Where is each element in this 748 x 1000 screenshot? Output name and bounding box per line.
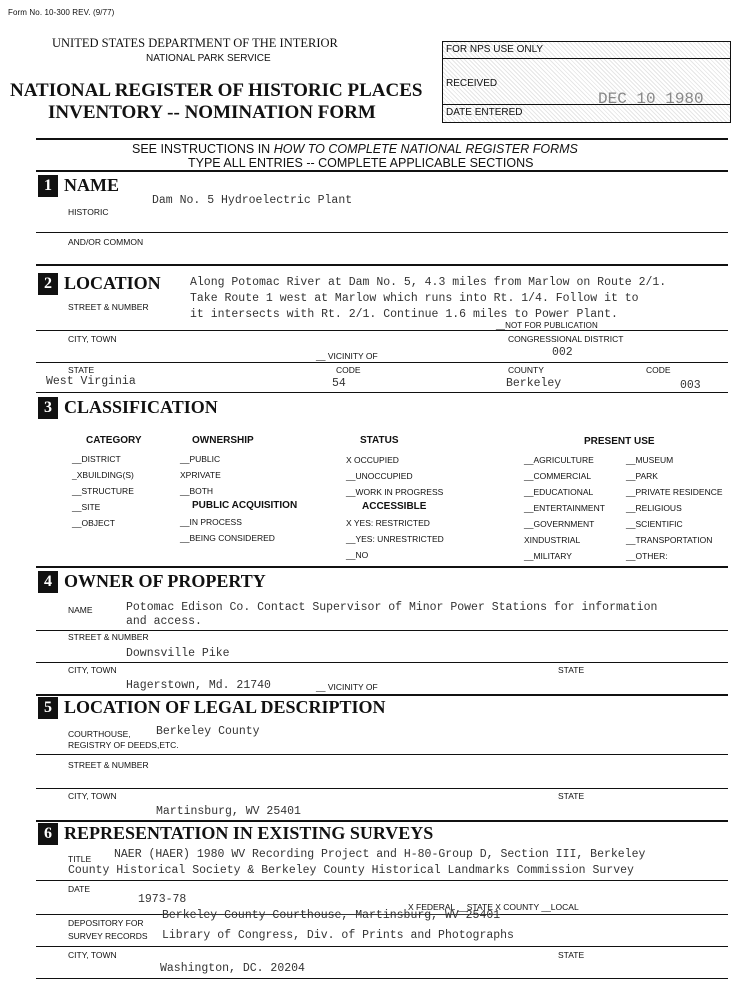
form-number: Form No. 10-300 REV. (9/77) xyxy=(8,8,115,17)
status-option[interactable]: X OCCUPIED xyxy=(346,455,399,465)
registry-label: REGISTRY OF DEEDS,ETC. xyxy=(68,740,179,750)
historic-name[interactable]: Dam No. 5 Hydroelectric Plant xyxy=(152,194,353,207)
street-label: STREET & NUMBER xyxy=(68,302,149,312)
section-5-title: LOCATION OF LEGAL DESCRIPTION xyxy=(64,697,386,717)
legal-city-label: CITY, TOWN xyxy=(68,791,117,801)
section-4-title: OWNER OF PROPERTY xyxy=(64,571,266,591)
owner-name-label: NAME xyxy=(68,605,93,615)
depository-label-2: SURVEY RECORDS xyxy=(68,931,148,941)
survey-levels: X FEDERAL __STATE X COUNTY __LOCAL xyxy=(408,902,579,912)
street-line-3[interactable]: it intersects with Rt. 2/1. Continue 1.6 miles to Power Plant. xyxy=(190,308,618,321)
owner-name-line-2[interactable]: and access. xyxy=(126,615,202,628)
code-label: CODE xyxy=(336,365,361,375)
access-option[interactable]: __YES: UNRESTRICTED xyxy=(346,534,444,544)
legal-city[interactable]: Martinsburg, WV 25401 xyxy=(156,805,301,818)
section-2-title: LOCATION xyxy=(64,273,161,293)
access-option[interactable]: X YES: RESTRICTED xyxy=(346,518,430,528)
category-option[interactable]: __SITE xyxy=(72,502,101,512)
code-value[interactable]: 54 xyxy=(332,377,346,390)
instructions-line1: SEE INSTRUCTIONS IN HOW TO COMPLETE NATIONAL REGISTER FORMS xyxy=(132,142,578,156)
survey-state-label: STATE xyxy=(558,950,585,960)
state-value[interactable]: West Virginia xyxy=(46,375,136,388)
department-name: UNITED STATES DEPARTMENT OF THE INTERIOR xyxy=(52,36,338,50)
status-option[interactable]: __WORK IN PROGRESS xyxy=(346,487,444,497)
acquisition-option[interactable]: __BEING CONSIDERED xyxy=(180,533,275,543)
congressional-district[interactable]: 002 xyxy=(552,346,573,359)
use-option[interactable]: __MILITARY xyxy=(524,551,572,561)
use-option[interactable]: __RELIGIOUS xyxy=(626,503,682,513)
section-1-number: 1 xyxy=(38,175,58,197)
use-option[interactable]: __ENTERTAINMENT xyxy=(524,503,605,513)
use-option[interactable]: __PARK xyxy=(626,471,658,481)
survey-city[interactable]: Washington, DC. 20204 xyxy=(160,962,305,975)
form-title: NATIONAL REGISTER OF HISTORIC PLACES xyxy=(10,80,423,101)
survey-date[interactable]: 1973-78 xyxy=(138,893,187,906)
category-option[interactable]: _XBUILDING(S) xyxy=(72,470,134,480)
owner-state-label: STATE xyxy=(558,665,585,675)
section-6-number: 6 xyxy=(38,823,58,845)
ownership-option[interactable]: __PUBLIC xyxy=(180,454,221,464)
congressional-district-label: CONGRESSIONAL DISTRICT xyxy=(508,334,624,344)
owner-street[interactable]: Downsville Pike xyxy=(126,647,230,660)
use-option[interactable]: XINDUSTRIAL xyxy=(524,535,581,545)
state-label: STATE xyxy=(68,365,95,375)
courthouse-value[interactable]: Berkeley County xyxy=(156,725,260,738)
use-option[interactable]: __OTHER: xyxy=(626,551,668,561)
use-option[interactable]: __SCIENTIFIC xyxy=(626,519,683,529)
category-option[interactable]: __STRUCTURE xyxy=(72,486,134,496)
ownership-option[interactable]: XPRIVATE xyxy=(180,470,221,480)
section-2-number: 2 xyxy=(38,273,58,295)
code2-label: CODE xyxy=(646,365,671,375)
acquisition-option[interactable]: __IN PROCESS xyxy=(180,517,242,527)
nps-use-label: FOR NPS USE ONLY xyxy=(446,44,544,55)
instructions-line2: TYPE ALL ENTRIES -- COMPLETE APPLICABLE SECTIONS xyxy=(188,156,534,170)
survey-city-label: CITY, TOWN xyxy=(68,950,117,960)
access-option[interactable]: __NO xyxy=(346,550,369,560)
county-label: COUNTY xyxy=(508,365,544,375)
use-option[interactable]: __MUSEUM xyxy=(626,455,674,465)
survey-title-line-1[interactable]: NAER (HAER) 1980 WV Recording Project and H-80-Group D, Section III, Berkeley xyxy=(114,848,646,861)
use-option[interactable]: __TRANSPORTATION xyxy=(626,535,713,545)
ownership-heading: OWNERSHIP xyxy=(192,435,254,446)
survey-title-line-2[interactable]: County Historical Society & Berkeley County Historical Landmarks Commission Survey xyxy=(68,864,634,877)
use-option[interactable]: __PRIVATE RESIDENCE xyxy=(626,487,723,497)
date-entered-label: DATE ENTERED xyxy=(446,107,523,118)
code2-value[interactable]: 003 xyxy=(680,379,701,392)
owner-vicinity: __ VICINITY OF xyxy=(316,682,378,692)
use-option[interactable]: __EDUCATIONAL xyxy=(524,487,594,497)
county-value[interactable]: Berkeley xyxy=(506,377,562,390)
section-3-title: CLASSIFICATION xyxy=(64,397,218,417)
category-option[interactable]: __OBJECT xyxy=(72,518,115,528)
depository-line-1[interactable]: Berkeley County Courthouse, Martinsburg, WV 25401 xyxy=(162,909,501,922)
category-option[interactable]: __DISTRICT xyxy=(72,454,121,464)
owner-street-label: STREET & NUMBER xyxy=(68,632,149,642)
city-label: CITY, TOWN xyxy=(68,334,117,344)
form-subtitle: INVENTORY -- NOMINATION FORM xyxy=(48,102,376,123)
common-label: AND/OR COMMON xyxy=(68,237,144,247)
status-option[interactable]: __UNOCCUPIED xyxy=(346,471,413,481)
street-line-1[interactable]: Along Potomac River at Dam No. 5, 4.3 miles from Marlow on Route 2/1. xyxy=(190,276,667,289)
courthouse-label: COURTHOUSE, xyxy=(68,729,131,739)
section-6-title: REPRESENTATION IN EXISTING SURVEYS xyxy=(64,823,434,843)
owner-city-label: CITY, TOWN xyxy=(68,665,117,675)
not-for-publication: __NOT FOR PUBLICATION xyxy=(496,321,598,330)
street-line-2[interactable]: Take Route 1 west at Marlow which runs into Rt. 1/4. Follow it to xyxy=(190,292,639,305)
legal-state-label: STATE xyxy=(558,791,585,801)
legal-street-label: STREET & NUMBER xyxy=(68,760,149,770)
section-3-number: 3 xyxy=(38,397,58,419)
category-heading: CATEGORY xyxy=(86,435,142,446)
use-option[interactable]: __AGRICULTURE xyxy=(524,455,594,465)
use-option[interactable]: __GOVERNMENT xyxy=(524,519,595,529)
acquisition-heading: PUBLIC ACQUISITION xyxy=(192,500,298,511)
received-label: RECEIVED xyxy=(446,78,498,89)
section-1-title: NAME xyxy=(64,175,119,195)
vicinity-of: __ VICINITY OF xyxy=(316,351,378,361)
status-heading: STATUS xyxy=(360,435,399,446)
owner-city[interactable]: Hagerstown, Md. 21740 xyxy=(126,679,271,692)
historic-label: HISTORIC xyxy=(68,207,109,217)
depository-label-1: DEPOSITORY FOR xyxy=(68,918,144,928)
owner-name-line-1[interactable]: Potomac Edison Co. Contact Supervisor of Minor Power Stations for information xyxy=(126,601,658,614)
accessible-heading: ACCESSIBLE xyxy=(362,501,427,512)
ownership-option[interactable]: __BOTH xyxy=(180,486,214,496)
depository-line-2[interactable]: Library of Congress, Div. of Prints and Photographs xyxy=(162,929,514,942)
section-5-number: 5 xyxy=(38,697,58,719)
received-stamp: DEC 10 1980 xyxy=(598,90,704,108)
present-use-heading: PRESENT USE xyxy=(584,436,655,447)
section-4-number: 4 xyxy=(38,571,58,593)
use-option[interactable]: __COMMERCIAL xyxy=(524,471,592,481)
service-name: NATIONAL PARK SERVICE xyxy=(146,53,271,64)
survey-title-label: TITLE xyxy=(68,854,92,864)
survey-date-label: DATE xyxy=(68,884,91,894)
